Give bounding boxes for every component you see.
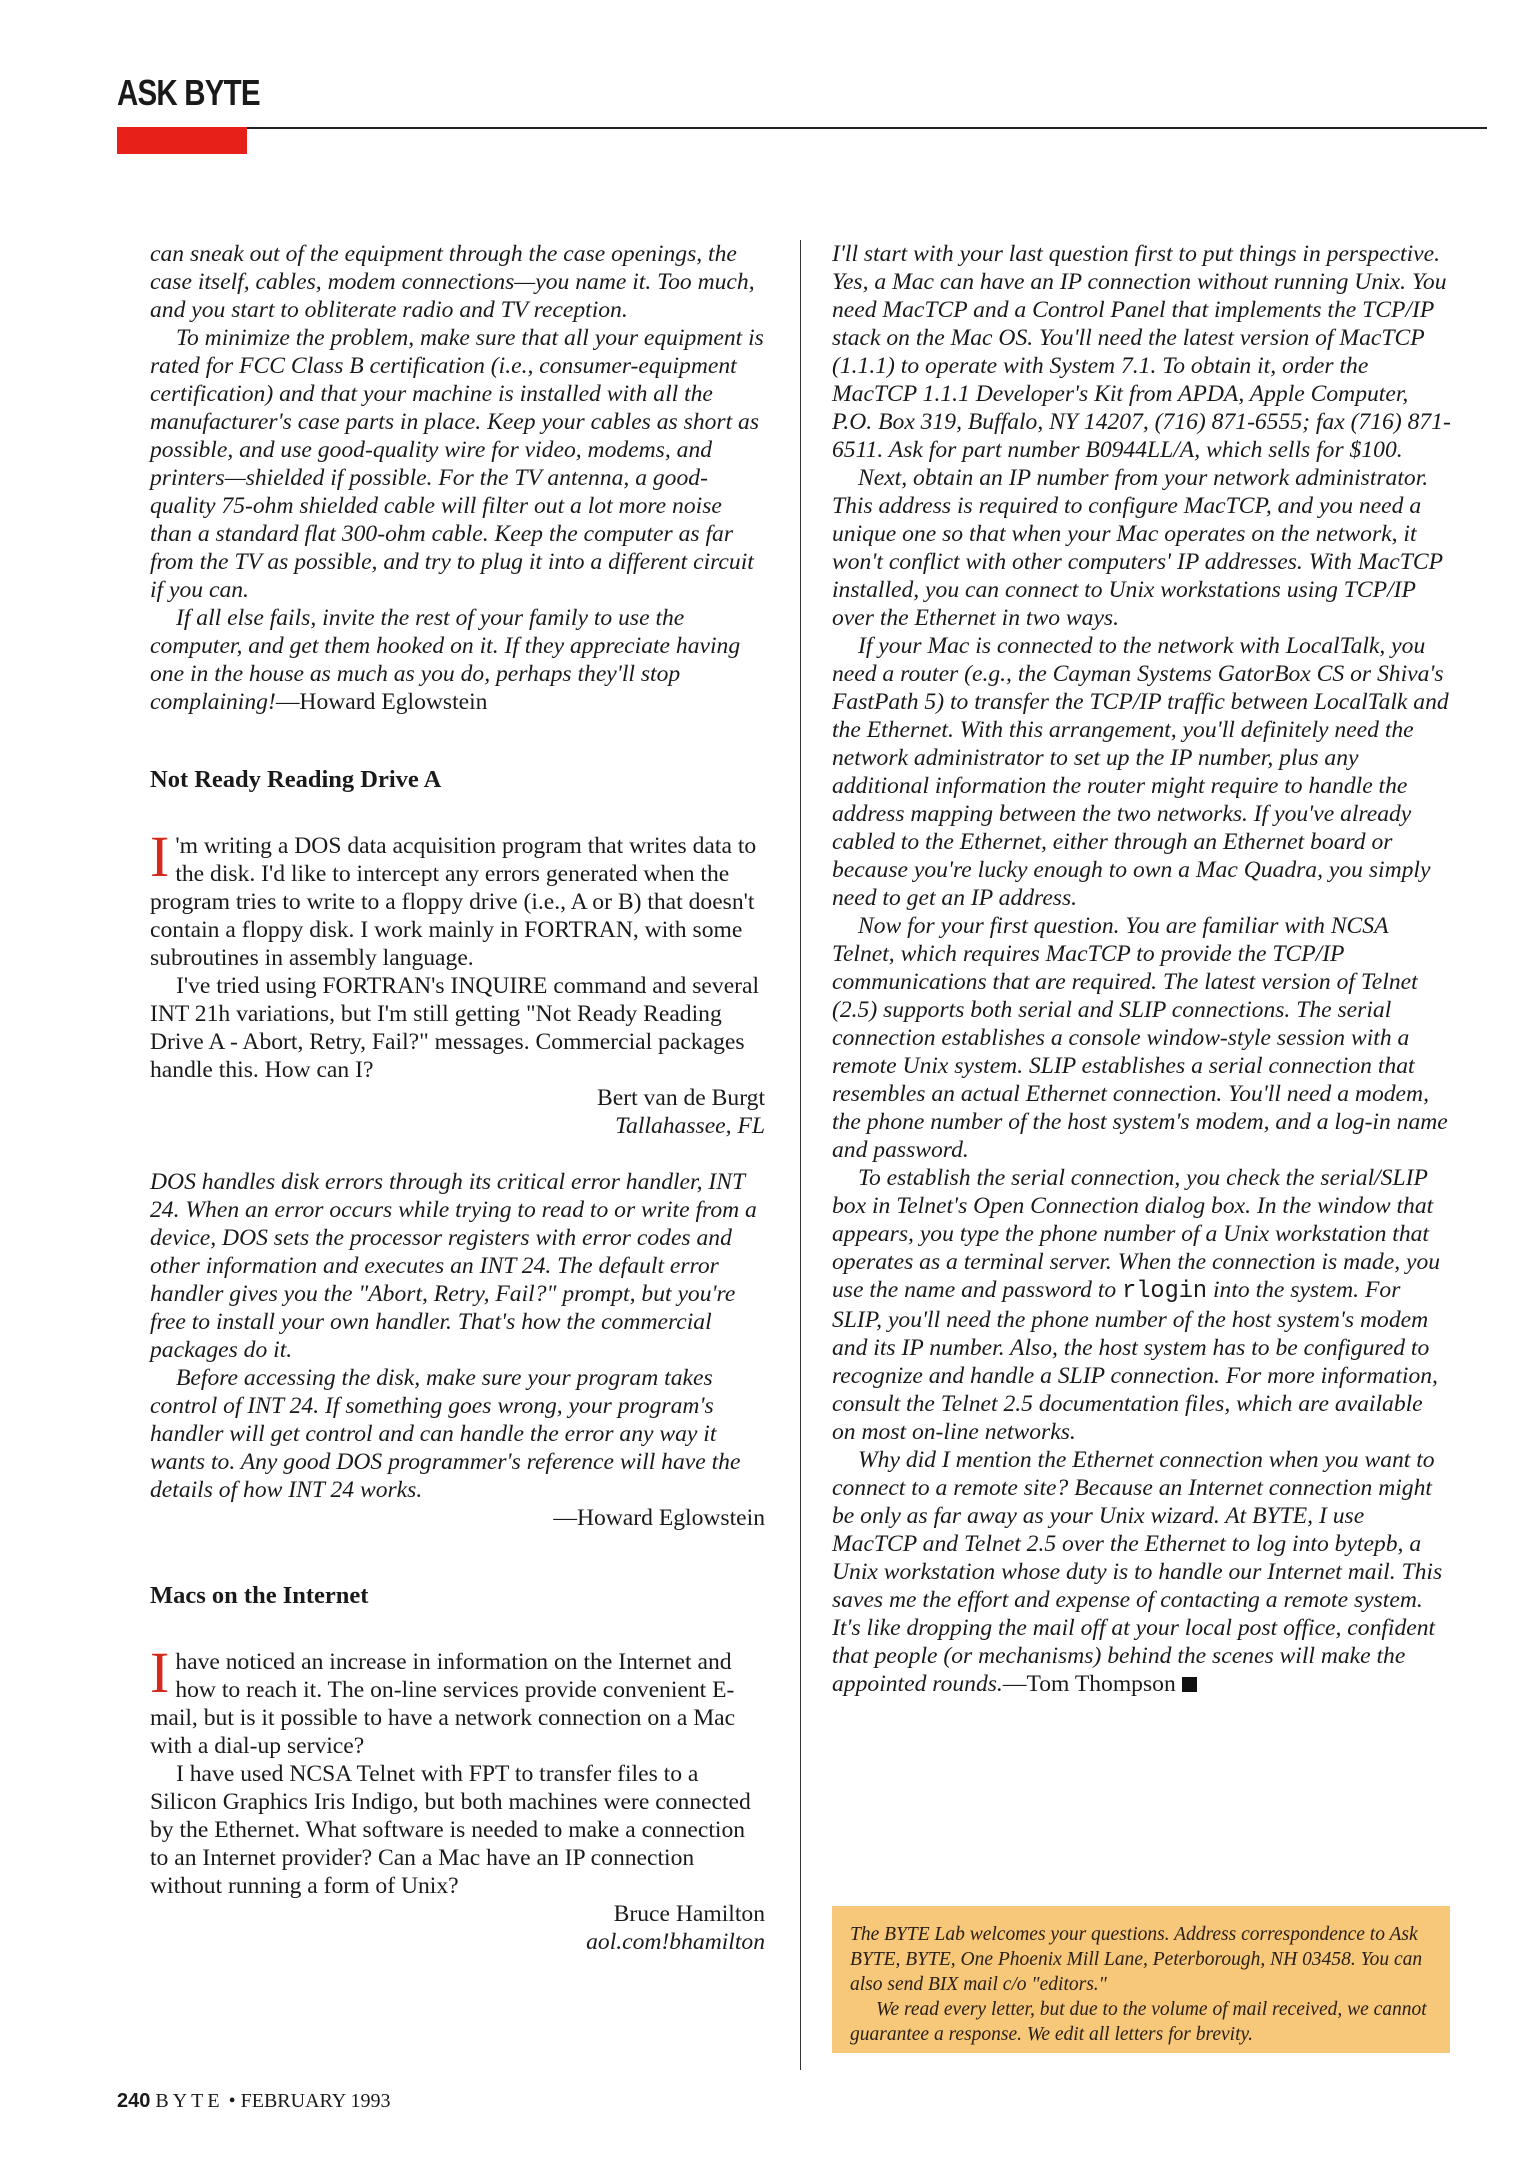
answer-paragraph: I'll start with your last question first to put things in perspective. Yes, a Mac can have an IP connection without running Unix. You need MacTCP and a Control Panel that implements the TCP/IP stack on the Mac OS. You'll need the latest version of MacTCP (1.1.1) to operate with System 7.1. To obtain it, order the MacTCP 1.1.1 Developer's Kit from APDA, Apple Computer, P.O. Box 319, Buffalo, NY 14207, (716) 871-6555; fax (716) 871-6511. Ask for part number B0944LL/A, which sells for $100. (832, 241, 1451, 463)
answer-paragraph: Now for your first question. You are familiar with NCSA Telnet, which requires MacTCP to provide the TCP/IP communications that are required. The latest version of Telnet (2.5) supports both serial and SLIP connections. The serial connection establishes a console window-style session with a remote Unix system. SLIP establishes a serial connection that resembles an actual Ethernet connection. You'll need a modem, the phone number of the host system's modem, and a log-in name and password. (832, 913, 1448, 1163)
notice-text: The BYTE Lab welcomes your questions. Address correspondence to Ask BYTE, BYTE, One Phoenix Mill Lane, Peterborough, NH 03458. You can also send BIX mail c/o "editors." (850, 1924, 1423, 1995)
rlogin-command: rlogin (1122, 1278, 1208, 1305)
page-number: 240 (117, 2090, 151, 2112)
intro-paragraph: To minimize the problem, make sure that all your equipment is rated for FCC Class B certification (i.e., consumer-equipment certification) and that your machine is installed with all the manufacturer's case parts in place. Keep your cables as short as possible, and use good-quality wire for video, modems, and printers—shielded if possible. For the TV antenna, a good-quality 75-ohm shielded cable will filter out a lot more noise than a standard flat 300-ohm cable. Keep the computer as far from the TV as possible, and try to plug it into a different circuit if you can. (150, 325, 764, 603)
serial-connection-paragraph (832, 1164, 1452, 1446)
notice-text-continued: We read every letter, but due to the volume of mail received, we cannot guarantee a response. We edit all letters for brevity. (850, 1999, 1427, 2045)
q2-asker-location: aol.com!bhamilton (586, 1929, 765, 1955)
end-mark-icon (1182, 1677, 1197, 1692)
header-accent-bar (117, 127, 247, 154)
q1-heading: Not Ready Reading Drive A (150, 766, 442, 793)
answer-paragraph: Next, obtain an IP number from your network administrator. This address is required to configure MacTCP, and you need a unique one so that when your Mac operates on the network, it won't conflict with other computers' IP addresses. With MacTCP installed, you can connect to Unix workstations using TCP/IP over the Ethernet in two ways. (832, 465, 1443, 631)
serial-text-after: into the system. For SLIP, you'll need the phone number of the host system's modem and its IP number. Also, the host system has to be configured to recognize and handle a SLIP connection. For more information, consult the Telnet 2.5 documentation files, which are available on most on-line networks. (832, 1277, 1438, 1445)
serial-text-before: To establish the serial connection, you check the serial/SLIP box in Telnet's Open Connection dialog box. In the window that appears, you type the phone number of a Unix workstation that operates as a terminal server. When the connection is made, you use the name and password to (832, 1165, 1441, 1303)
magazine-name: BYTE (155, 2090, 224, 2112)
right-column (832, 240, 1452, 1698)
q2-question (150, 1640, 765, 1760)
notice-box (832, 1906, 1450, 2053)
q2-dropcap: I (150, 1640, 170, 1705)
footer-separator: • (228, 2090, 236, 2112)
answer-paragraph: If your Mac is connected to the network with LocalTalk, you need a router (e.g., the Cayman Systems GatorBox CS or Shiva's FastPath 5) to transfer the TCP/IP traffic between LocalTalk and the Ethernet. With this arrangement, you'll definitely need the network administrator to set up the IP number, plus any additional information the router might require to handle the address mapping between the two networks. If you've already cabled to the Ethernet, either through an Ethernet board or because you're lucky enough to own a Mac Quadra, you simply need to get an IP address. (832, 633, 1449, 911)
section-title: ASK BYTE (117, 72, 260, 113)
q2-question-continued: I have used NCSA Telnet with FPT to transfer files to a Silicon Graphics Iris Indigo, but both machines were connected by the Ethernet. What software is needed to make a connection to an Internet provider? Can a Mac have an IP connection without running a form of Unix? (150, 1761, 751, 1899)
page-footer (117, 2090, 390, 2113)
q1-answer-continued: Before accessing the disk, make sure your program takes control of INT 24. If something goes wrong, your program's handler will get control and can handle the error any way it wants to. Any good DOS programmer's reference will have the details of how INT 24 works. (150, 1365, 741, 1503)
answer-closing-text: Why did I mention the Ethernet connection when you want to connect to a remote site? Because an Internet connection might be only as far away as your Unix wizard. At BYTE, I use MacTCP and Telnet 2.5 over the Ethernet to log into bytepb, a Unix workstation whose duty is to handle our Internet mail. This saves me the effort and expense of contacting a remote system. It's like dropping the mail off at your local post office, confident that people (or mechanisms) behind the scenes will make the appointed rounds. (832, 1447, 1443, 1697)
left-column (150, 240, 765, 1956)
issue-date: FEBRUARY 1993 (240, 2090, 391, 2112)
q1-question-text: 'm writing a DOS data acquisition program that writes data to the disk. I'd like to intercept any errors generated when the program tries to write to a floppy drive (i.e., A or B) that doesn't contain a floppy disk. I work mainly in FORTRAN, with some subroutines in assembly language. (150, 833, 757, 971)
q1-answer: DOS handles disk errors through its critical error handler, INT 24. When an error occurs while trying to read to or write from a device, DOS sets the processor registers with error codes and other information and executes an INT 24. The default error handler gives you the "Abort, Retry, Fail?" prompt, but you're free to install your own handler. That's how the commercial packages do it. (150, 1169, 757, 1363)
intro-paragraph: can sneak out of the equipment through the case openings, the case itself, cables, modem connections—you name it. Too much, and you start to obliterate radio and TV reception. (150, 241, 755, 323)
intro-closing-text: If all else fails, invite the rest of your family to use the computer, and get them hooked on it. If they appreciate having one in the house as much as you do, perhaps they'll stop complaining! (150, 605, 741, 715)
intro-closing-paragraph (150, 604, 765, 716)
answer-closing-paragraph (832, 1446, 1452, 1698)
q1-question-continued: I've tried using FORTRAN's INQUIRE command and several INT 21h variations, but I'm still getting "Not Ready Reading Drive A - Abort, Retry, Fail?" messages. Commercial packages handle this. How can I? (150, 973, 760, 1083)
q1-dropcap: I (150, 824, 170, 889)
column-divider (800, 240, 801, 2070)
q2-question-text: have noticed an increase in information on the Internet and how to reach it. The on-line services provide convenient E-mail, but is it possible to have a network connection on a Mac with a dial-up service? (150, 1649, 736, 1759)
q1-question (150, 824, 765, 972)
q1-answer-signature: —Howard Eglowstein (553, 1505, 765, 1531)
q1-asker-location: Tallahassee, FL (615, 1113, 765, 1139)
answer-signature: —Tom Thompson (1002, 1671, 1176, 1697)
q2-asker-name: Bruce Hamilton (613, 1901, 765, 1927)
header-rule (117, 127, 1487, 129)
q2-heading: Macs on the Internet (150, 1582, 369, 1609)
q1-asker-name: Bert van de Burgt (597, 1085, 765, 1111)
intro-signature: —Howard Eglowstein (275, 689, 488, 715)
